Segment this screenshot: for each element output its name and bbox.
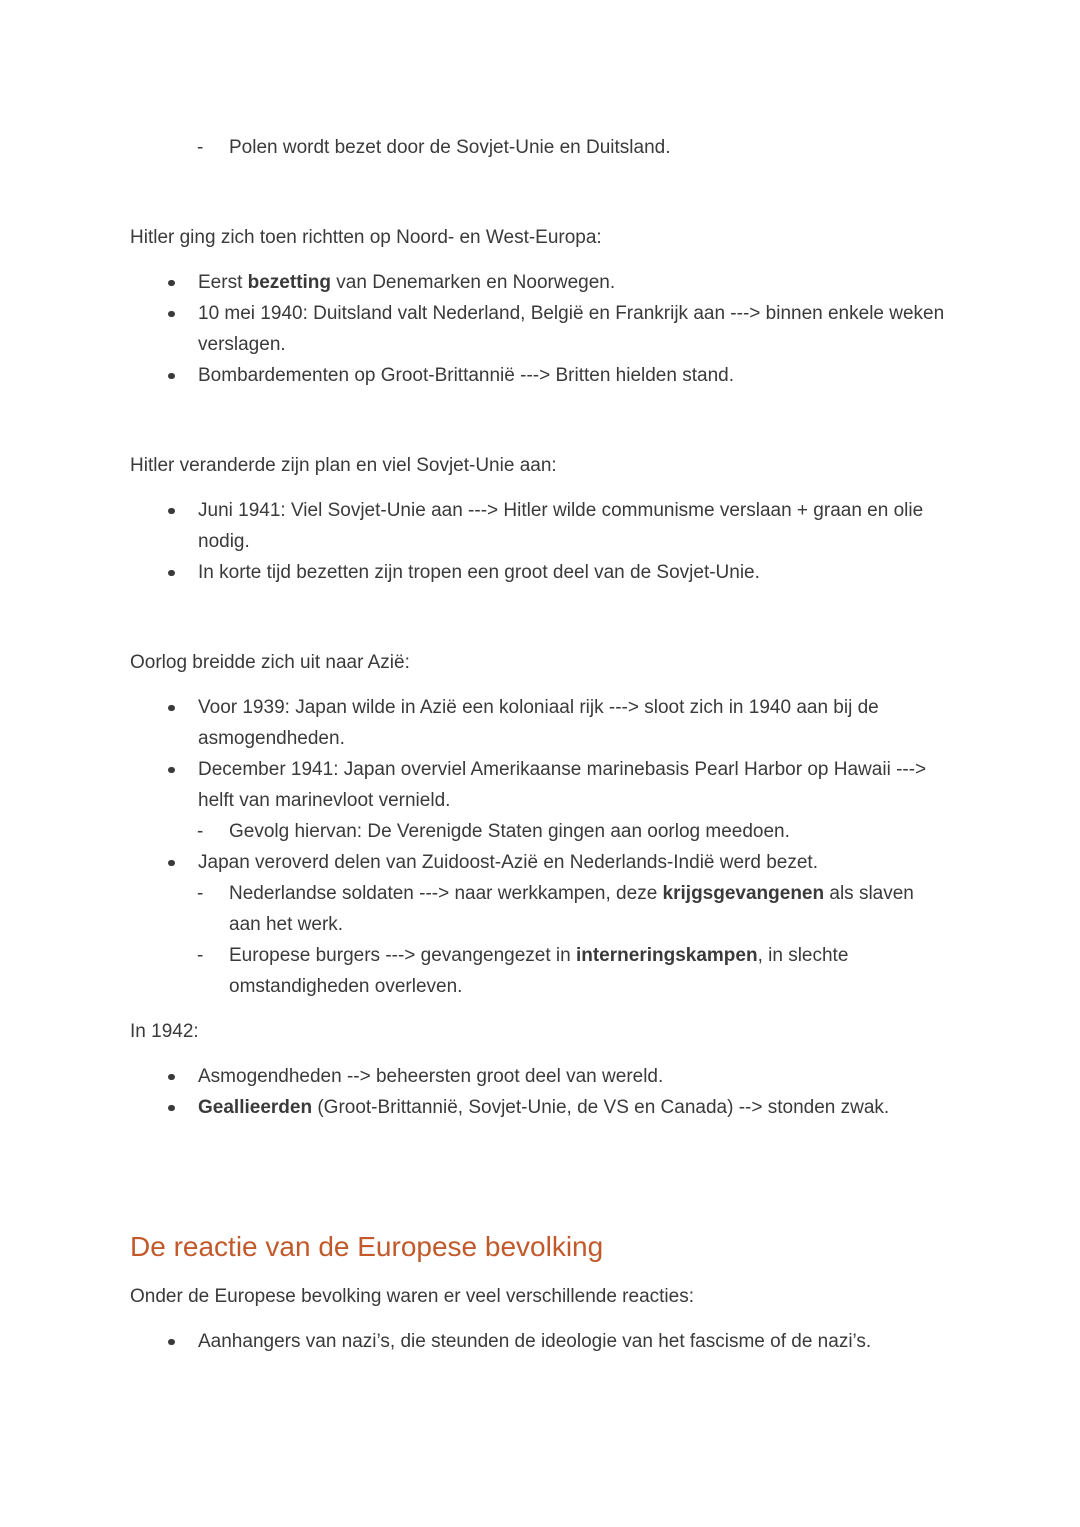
bullet-list xyxy=(130,1326,950,1357)
bullet-icon xyxy=(168,1105,175,1112)
dash-list-item xyxy=(130,132,950,163)
bold-text-run: Geallieerden xyxy=(198,1097,313,1118)
bold-text-run: bezetting xyxy=(247,272,332,293)
text-run: , in slechte omstandigheden overleven. xyxy=(229,945,849,997)
dash-list-item xyxy=(130,940,950,1002)
text-run: Hitler veranderde zijn plan en viel Sovjet-Unie aan: xyxy=(130,455,557,476)
bullet-list-item xyxy=(130,1092,950,1123)
text-run: Onder de Europese bevolking waren er veel verschillende reacties: xyxy=(130,1286,694,1307)
text-run: Oorlog breidde zich uit naar Azië: xyxy=(130,652,410,673)
bullet-list-item xyxy=(130,267,950,298)
text-run: Hitler ging zich toen richtten op Noord- en West-Europa: xyxy=(130,227,602,248)
bullet-list-item xyxy=(130,495,950,557)
bullet-list xyxy=(130,132,950,163)
dash-icon: - xyxy=(197,883,204,904)
bullet-list xyxy=(130,267,950,391)
text-run: als slaven aan het werk. xyxy=(229,883,914,935)
bold-text-run: krijgsgevangenen xyxy=(662,883,825,904)
empty-paragraph xyxy=(130,405,950,436)
section-heading xyxy=(130,1229,950,1265)
paragraph xyxy=(130,450,950,481)
bullet-list-item xyxy=(130,1326,950,1357)
paragraph xyxy=(130,1281,950,1312)
bullet-icon xyxy=(168,311,175,318)
bullet-icon xyxy=(168,280,175,287)
text-run: (Groot-Brittannië, Sovjet-Unie, de VS en Canada) --> stonden zwak. xyxy=(312,1097,890,1118)
bullet-list-item xyxy=(130,754,950,816)
dash-icon: - xyxy=(197,821,204,842)
bullet-list-item xyxy=(130,298,950,360)
text-run: Aanhangers van nazi’s, die steunden de ideologie van het fascisme of de nazi’s. xyxy=(198,1331,872,1352)
document-content xyxy=(130,132,950,1357)
empty-paragraph xyxy=(130,177,950,208)
text-run: De reactie van de Europese bevolking xyxy=(130,1231,604,1262)
bullet-list xyxy=(130,692,950,1002)
text-run: December 1941: Japan overviel Amerikaanse marinebasis Pearl Harbor op Hawaii ---> helft van marinevloot vernield. xyxy=(198,759,927,811)
bullet-list-item xyxy=(130,692,950,754)
bullet-icon xyxy=(168,705,175,712)
bullet-list-item xyxy=(130,360,950,391)
bold-text-run: interneringskampen xyxy=(575,945,758,966)
dash-list-item xyxy=(130,816,950,847)
empty-paragraph xyxy=(130,1182,950,1213)
text-run: Bombardementen op Groot-Brittannië ---> Britten hielden stand. xyxy=(198,365,734,386)
bullet-list xyxy=(130,495,950,588)
text-run: In korte tijd bezetten zijn tropen een groot deel van de Sovjet-Unie. xyxy=(198,562,760,583)
bullet-icon xyxy=(168,1074,175,1081)
dash-icon: - xyxy=(197,945,204,966)
text-run: Nederlandse soldaten ---> naar werkkampen, deze xyxy=(229,883,663,904)
text-run: In 1942: xyxy=(130,1021,199,1042)
paragraph xyxy=(130,1016,950,1047)
bullet-icon xyxy=(168,373,175,380)
empty-paragraph xyxy=(130,602,950,633)
bullet-icon xyxy=(168,570,175,577)
text-run: Polen wordt bezet door de Sovjet-Unie en Duitsland. xyxy=(229,137,671,158)
bullet-icon xyxy=(168,860,175,867)
text-run: van Denemarken en Noorwegen. xyxy=(331,272,616,293)
bullet-icon xyxy=(168,508,175,515)
paragraph xyxy=(130,222,950,253)
bullet-list-item xyxy=(130,557,950,588)
text-run: Europese burgers ---> gevangengezet in xyxy=(229,945,576,966)
bullet-list-item xyxy=(130,1061,950,1092)
dash-icon: - xyxy=(197,137,204,158)
bullet-list xyxy=(130,1061,950,1123)
text-run: Eerst xyxy=(198,272,248,293)
text-run: Gevolg hiervan: De Verenigde Staten gingen aan oorlog meedoen. xyxy=(229,821,790,842)
bullet-list-item xyxy=(130,847,950,878)
text-run: Asmogendheden --> beheersten groot deel van wereld. xyxy=(198,1066,664,1087)
text-run: 10 mei 1940: Duitsland valt Nederland, België en Frankrijk aan ---> binnen enkele weken verslagen. xyxy=(198,303,945,355)
text-run: Juni 1941: Viel Sovjet-Unie aan ---> Hitler wilde communisme verslaan + graan en olie nodig. xyxy=(198,500,924,552)
paragraph xyxy=(130,647,950,678)
dash-list-item xyxy=(130,878,950,940)
empty-paragraph xyxy=(130,1137,950,1168)
text-run: Japan veroverd delen van Zuidoost-Azië en Nederlands-Indië werd bezet. xyxy=(198,852,818,873)
bullet-icon xyxy=(168,767,175,774)
bullet-icon xyxy=(168,1339,175,1346)
text-run: Voor 1939: Japan wilde in Azië een koloniaal rijk ---> sloot zich in 1940 aan bij de asmogendheden. xyxy=(198,697,879,749)
